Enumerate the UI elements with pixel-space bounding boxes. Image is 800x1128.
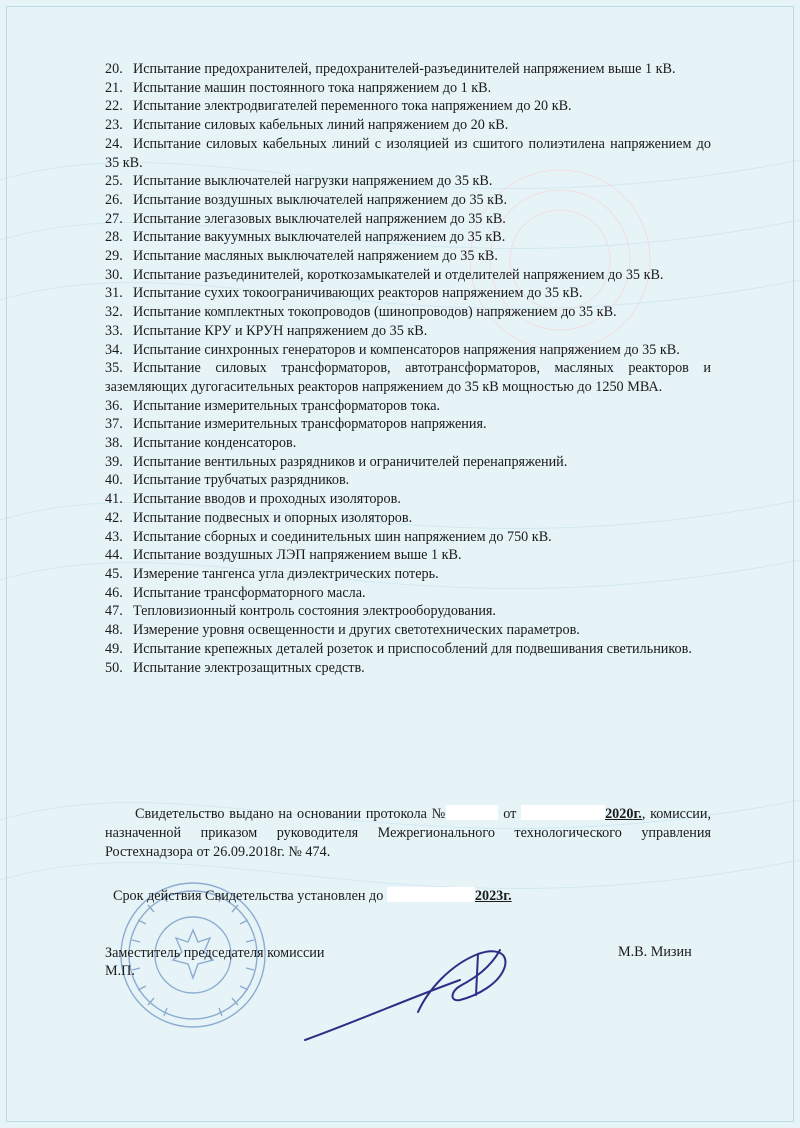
validity-line [113,887,719,906]
item-text: Испытание выключателей нагрузки напряжением до 35 кВ. [133,173,493,190]
item-number: 37. [105,416,123,433]
item-number: 30. [105,266,123,283]
item-number: 21. [105,79,123,96]
item-text: Измерение тангенса угла диэлектрических потерь. [133,565,439,582]
item-text: Испытание вакуумных выключателей напряжением до 35 кВ. [133,229,506,246]
item-number: 27. [105,210,123,227]
item-number: 22. [105,98,123,115]
item-number: 31. [105,285,123,302]
item-number: 43. [105,528,123,545]
test-list [105,60,711,677]
item-number: 20. [105,61,123,77]
item-text: Измерение уровня освещенности и других светотехнических параметров. [133,622,580,639]
list-item [105,228,711,247]
list-item [105,303,711,322]
item-text: Испытание элегазовых выключателей напряжением до 35 кВ. [133,210,506,227]
list-item [105,659,711,678]
list-item [105,284,711,303]
list-item [105,602,711,621]
item-number: 35. [105,360,123,377]
item-number: 42. [105,509,123,526]
item-text: Испытание разъединителей, короткозамыкателей и отделителей напряжением до 35 кВ. [133,266,664,283]
item-text: Испытание масляных выключателей напряжением до 35 кВ. [133,248,498,265]
item-text: Испытание сборных и соединительных шин напряжением до 750 кВ. [133,528,552,545]
basis-from: от [503,806,517,822]
item-number: 33. [105,322,123,339]
basis-tail: , комиссии, назначенной приказом руководителя Межрегионального технологического управления Ростехнадзора от 26.09.2018г. № 474. [105,806,712,860]
list-item [105,471,711,490]
list-item [105,434,711,453]
list-item [105,247,711,266]
item-number: 40. [105,472,123,489]
item-number: 48. [105,622,123,639]
list-item [105,172,711,191]
item-text: Испытание силовых трансформаторов, автотрансформаторов, масляных реакторов и заземляющих дугогасительных реакторов напряжением до 35 кВ мощностью до 1250 МВА. [105,360,711,395]
item-text: Испытание трансформаторного масла. [133,584,366,601]
list-item [105,210,711,229]
item-number: 32. [105,304,123,321]
item-text: Испытание трубчатых разрядников. [133,472,350,489]
list-item [105,621,711,640]
item-text: Испытание силовых кабельных линий с изоляцией из сшитого полиэтилена напряжением до 35 кВ. [105,135,711,171]
item-text: Испытание подвесных и опорных изоляторов. [133,509,413,526]
item-number: 46. [105,584,123,601]
item-number: 39. [105,453,123,470]
item-number: 50. [105,659,123,676]
item-text: Испытание воздушных ЛЭП напряжением выше 1 кВ. [133,547,462,564]
issuance-basis-paragraph [105,805,711,862]
list-item [105,509,711,528]
validity-year: 2023г. [474,888,512,904]
protocol-year: 2020г. [605,806,642,822]
item-number: 44. [105,547,123,564]
list-item [105,135,711,172]
seal-place-label: М.П. [105,963,135,979]
list-item [105,640,711,659]
item-number: 49. [105,640,123,657]
list-item [105,191,711,210]
redacted-protocol-date [521,805,605,820]
item-text: Испытание предохранителей, предохранителей-разъединителей напряжением выше 1 кВ. [133,61,676,77]
item-number: 26. [105,191,123,208]
list-item [105,565,711,584]
item-number: 29. [105,248,123,265]
signatory-title: Заместитель председателя комиссии [105,945,325,961]
list-item [105,546,711,565]
item-number: 38. [105,435,123,452]
item-number: 23. [105,117,123,134]
list-item [105,60,711,79]
list-item [105,359,711,396]
redacted-protocol-number [446,805,498,820]
item-text: Испытание КРУ и КРУН напряжением до 35 кВ. [133,322,428,339]
handwritten-signature [300,940,540,1050]
item-number: 25. [105,173,123,190]
item-number: 34. [105,341,123,358]
list-item [105,453,711,472]
list-item [105,116,711,135]
item-text: Испытание крепежных деталей розеток и приспособлений для подвешивания светильников. [133,640,692,657]
list-item [105,97,711,116]
list-item [105,528,711,547]
item-text: Испытание электродвигателей переменного тока напряжением до 20 кВ. [133,98,572,115]
list-item [105,79,711,98]
item-number: 28. [105,229,123,246]
item-text: Испытание силовых кабельных линий напряжением до 20 кВ. [133,117,509,134]
item-number: 45. [105,565,123,582]
item-text: Испытание конденсаторов. [133,435,297,452]
item-number: 41. [105,491,123,508]
item-text: Испытание синхронных генераторов и компенсаторов напряжения напряжением до 35 кВ. [133,341,680,358]
item-text: Тепловизионный контроль состояния электрооборудования. [133,603,496,620]
validity-prefix: Срок действия Свидетельства установлен до [113,888,384,904]
redacted-validity-date [387,887,475,902]
list-item [105,266,711,285]
item-text: Испытание измерительных трансформаторов тока. [133,397,441,414]
list-item [105,415,711,434]
item-text: Испытание воздушных выключателей напряжением до 35 кВ. [133,191,508,208]
item-text: Испытание машин постоянного тока напряжением до 1 кВ. [133,79,492,96]
item-text: Испытание вводов и проходных изоляторов. [133,491,401,508]
item-text: Испытание вентильных разрядников и ограничителей перенапряжений. [133,453,568,470]
signatory-name: М.В. Мизин [618,944,692,960]
item-number: 47. [105,603,123,620]
item-text: Испытание комплектных токопроводов (шинопроводов) напряжением до 35 кВ. [133,304,617,321]
list-item [105,397,711,416]
item-number: 36. [105,397,123,414]
item-text: Испытание измерительных трансформаторов напряжения. [133,416,487,433]
list-item [105,584,711,603]
item-text: Испытание электрозащитных средств. [133,659,365,676]
list-item [105,322,711,341]
list-item [105,490,711,509]
item-number: 24. [105,135,123,152]
item-text: Испытание сухих токоограничивающих реакторов напряжением до 35 кВ. [133,285,583,302]
list-item [105,341,711,360]
basis-prefix: Свидетельство выдано на основании протокола № [135,806,447,822]
